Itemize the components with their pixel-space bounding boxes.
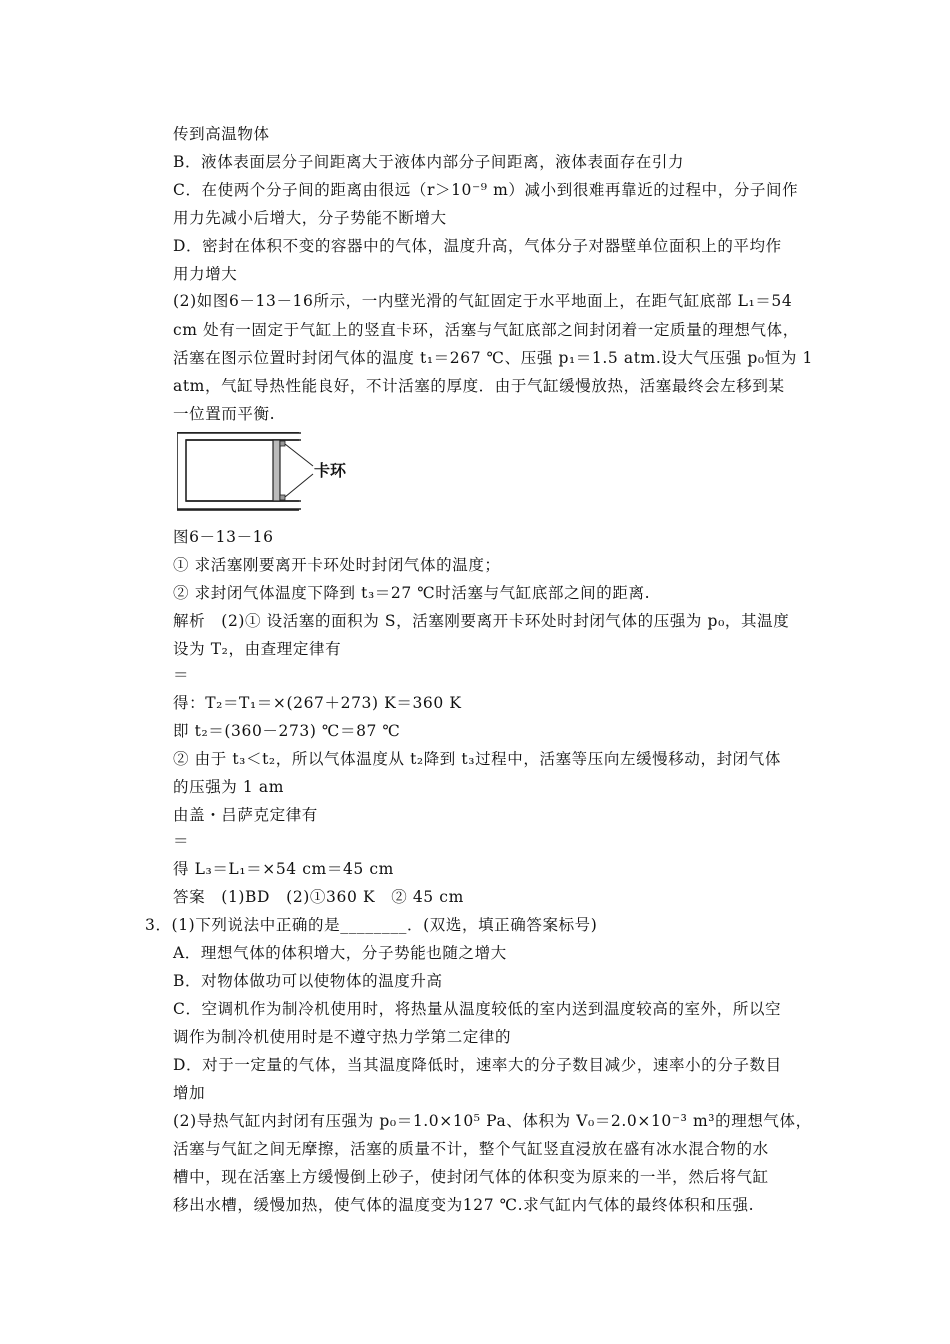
text-line: 一位置而平衡. <box>173 405 276 423</box>
question-3-part-2: (2)导热气缸内封闭有压强为 p₀＝1.0×10⁵ Pa、体积为 V₀＝2.0×10⁻³ m³的理想气体， <box>173 1112 812 1130</box>
figure-label: 卡环 <box>314 461 347 480</box>
figure-caption: 图6－13－16 <box>173 528 274 546</box>
equation-line: ＝ <box>173 832 190 850</box>
solution-line: ② 由于 t₃＜t₂，所以气体温度从 t₂降到 t₃过程中，活塞等压向左缓慢移动，封闭气体 <box>173 750 781 768</box>
sub-question-2: ② 求封闭气体温度下降到 t₃＝27 ℃时活塞与气缸底部之间的距离. <box>173 584 651 602</box>
option-d: D．对于一定量的气体，当其温度降低时，速率大的分子数目减少，速率小的分子数目 <box>173 1056 782 1074</box>
option-c: C．在使两个分子间的距离由很远（r＞10⁻⁹ m）减小到很难再靠近的过程中，分子间作 <box>173 181 799 199</box>
sub-question-1: ① 求活塞刚要离开卡环处时封闭气体的温度； <box>173 556 501 574</box>
equation-line: ＝ <box>173 666 190 684</box>
piston <box>273 440 280 501</box>
text-line: 用力先减小后增大，分子势能不断增大 <box>173 209 447 227</box>
solution-line: 设为 T₂，由查理定律有 <box>173 640 342 658</box>
text-line: 移出水槽，缓慢加热，使气体的温度变为127 ℃.求气缸内气体的最终体积和压强. <box>173 1196 755 1214</box>
solution-line: 由盖・吕萨克定律有 <box>173 806 318 824</box>
option-c: C．空调机作为制冷机使用时，将热量从温度较低的室内送到温度较高的室外，所以空 <box>173 1000 782 1018</box>
solution-line: 的压强为 1 am <box>173 778 285 796</box>
solution-heading: 解析 (2)① 设活塞的面积为 S，活塞刚要离开卡环处时封闭气体的压强为 p₀，其温度 <box>173 612 790 630</box>
option-b: B．液体表面层分子间距离大于液体内部分子间距离，液体表面存在引力 <box>173 153 685 171</box>
solution-line: 得 L₃＝L₁＝×54 cm＝45 cm <box>173 860 394 878</box>
text-line: 用力增大 <box>173 265 238 283</box>
text-line: 传到高温物体 <box>173 125 270 143</box>
text-line: cm 处有一固定于气缸上的竖直卡环，活塞与气缸底部之间封闭着一定质量的理想气体， <box>173 321 799 339</box>
option-a: A．理想气体的体积增大，分子势能也随之增大 <box>173 944 507 962</box>
answer-line: 答案 (1)BD (2)①360 K ② 45 cm <box>173 888 464 906</box>
text-line: 调作为制冷机使用时是不遵守热力学第二定律的 <box>173 1028 512 1046</box>
text-line: atm，气缸导热性能良好，不计活塞的厚度．由于气缸缓慢放热，活塞最终会左移到某 <box>173 377 785 395</box>
question-2-text: (2)如图6－13－16所示，一内壁光滑的气缸固定于水平地面上，在距气缸底部 L₁＝54 <box>173 292 793 310</box>
snap-ring-top <box>280 441 285 446</box>
solution-line: 即 t₂＝(360－273) ℃＝87 ℃ <box>173 722 401 740</box>
solution-line: 得：T₂＝T₁＝×(267＋273) K＝360 K <box>173 694 462 712</box>
text-line: 槽中，现在活塞上方缓慢倒上砂子，使封闭气体的体积变为原来的一半，然后将气缸 <box>173 1168 769 1186</box>
cylinder-inner-wall <box>186 440 303 501</box>
text-line: 活塞在图示位置时封闭气体的温度 t₁＝267 ℃、压强 p₁＝1.5 atm.设大气压强 p₀恒为 1 <box>173 349 813 367</box>
text-line: 活塞与气缸之间无摩擦，活塞的质量不计，整个气缸竖直浸放在盛有冰水混合物的水 <box>173 1140 769 1158</box>
text-line: 增加 <box>173 1084 206 1102</box>
option-d: D．密封在体积不变的容器中的气体，温度升高，气体分子对器壁单位面积上的平均作 <box>173 237 782 255</box>
question-3-title: 3．(1)下列说法中正确的是________．(双选，填正确答案标号) <box>145 916 598 934</box>
option-b: B．对物体做功可以使物体的温度升高 <box>173 972 443 990</box>
cylinder-figure <box>177 432 377 512</box>
snap-ring-bottom <box>280 495 285 500</box>
